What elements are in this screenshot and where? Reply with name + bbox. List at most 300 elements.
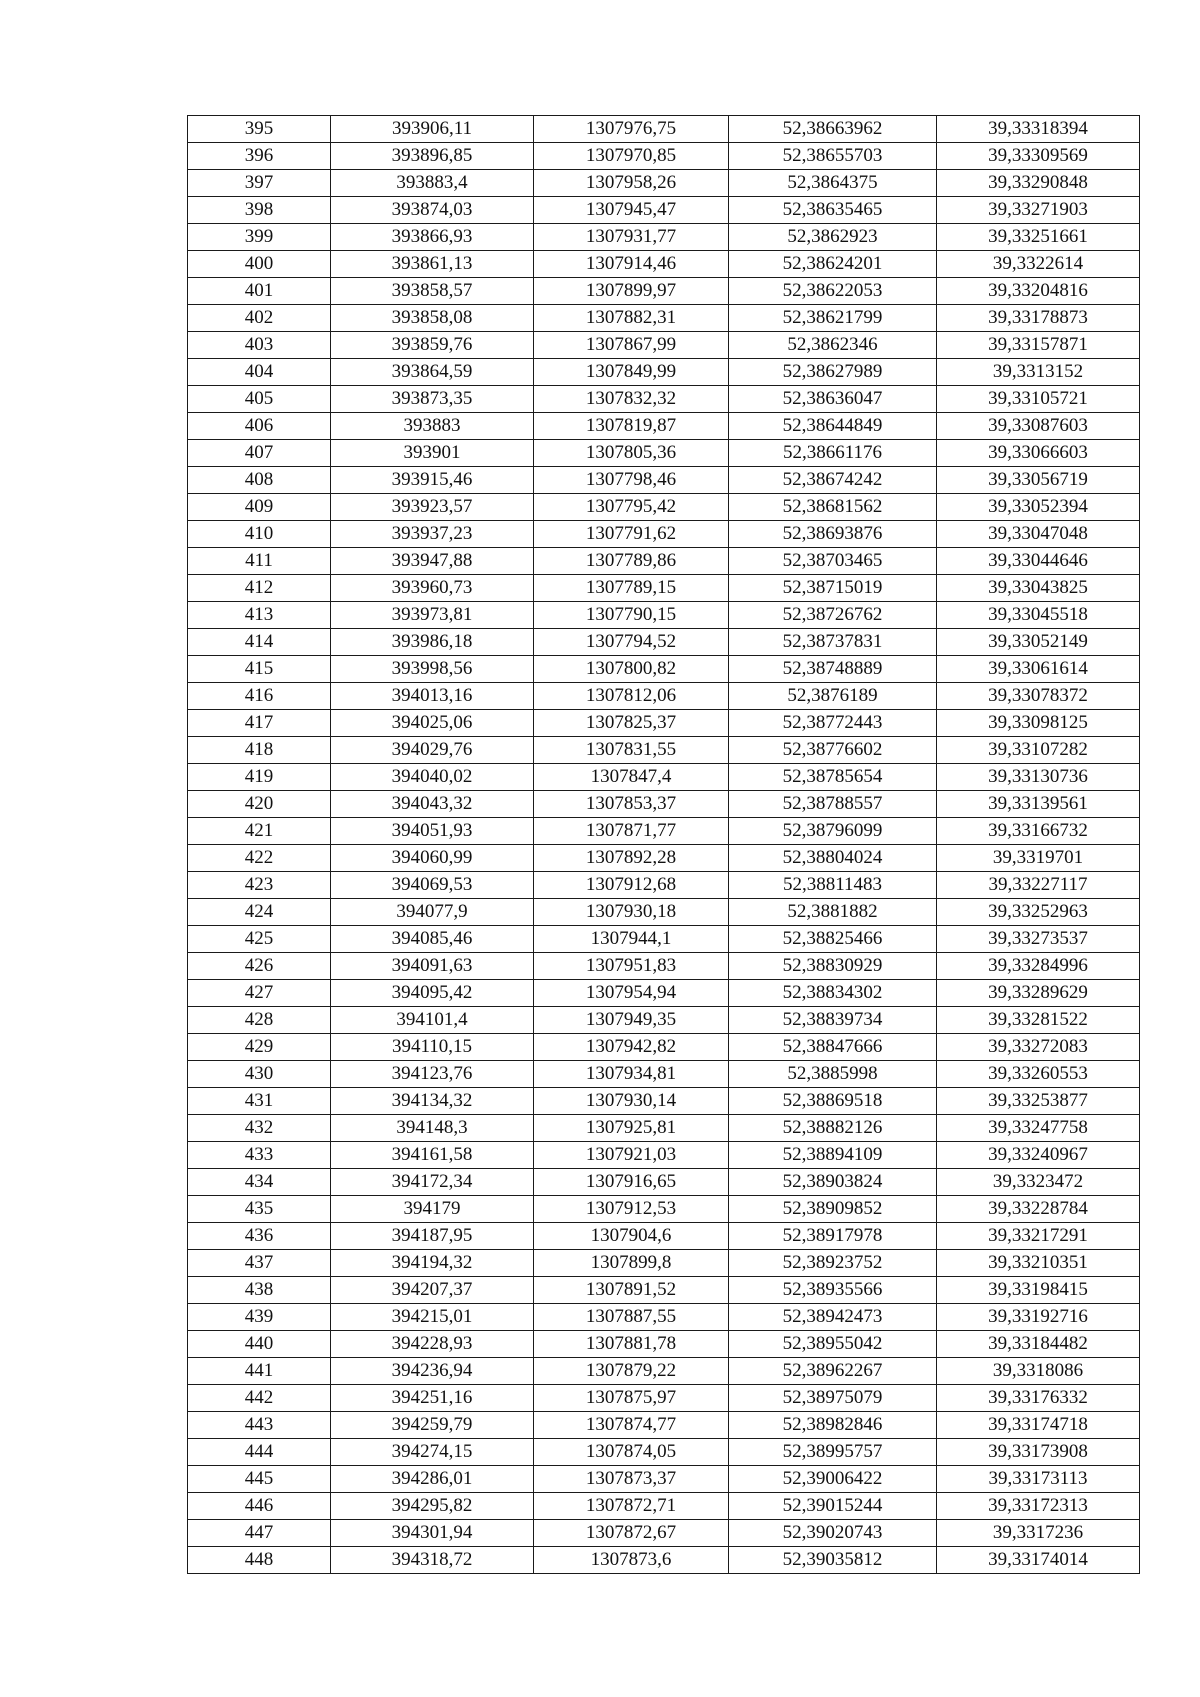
point-number-cell: 425 xyxy=(188,926,331,953)
latitude-cell: 52,39006422 xyxy=(729,1466,937,1493)
table-row xyxy=(188,818,1140,845)
point-number-cell: 397 xyxy=(188,170,331,197)
y-coordinate-cell: 1307914,46 xyxy=(534,251,729,278)
y-coordinate-cell: 1307951,83 xyxy=(534,953,729,980)
y-coordinate-cell: 1307872,67 xyxy=(534,1520,729,1547)
latitude-cell: 52,39035812 xyxy=(729,1547,937,1574)
longitude-cell: 39,33044646 xyxy=(937,548,1140,575)
longitude-cell: 39,33204816 xyxy=(937,278,1140,305)
table-row xyxy=(188,1358,1140,1385)
longitude-cell: 39,33318394 xyxy=(937,116,1140,143)
table-row xyxy=(188,1169,1140,1196)
x-coordinate-cell: 394029,76 xyxy=(331,737,534,764)
longitude-cell: 39,33281522 xyxy=(937,1007,1140,1034)
latitude-cell: 52,38726762 xyxy=(729,602,937,629)
x-coordinate-cell: 393923,57 xyxy=(331,494,534,521)
x-coordinate-cell: 393998,56 xyxy=(331,656,534,683)
x-coordinate-cell: 394060,99 xyxy=(331,845,534,872)
table-row xyxy=(188,1304,1140,1331)
x-coordinate-cell: 394069,53 xyxy=(331,872,534,899)
y-coordinate-cell: 1307825,37 xyxy=(534,710,729,737)
latitude-cell: 52,38847666 xyxy=(729,1034,937,1061)
longitude-cell: 39,33192716 xyxy=(937,1304,1140,1331)
table-row xyxy=(188,899,1140,926)
longitude-cell: 39,33078372 xyxy=(937,683,1140,710)
longitude-cell: 39,33047048 xyxy=(937,521,1140,548)
longitude-cell: 39,33166732 xyxy=(937,818,1140,845)
point-number-cell: 445 xyxy=(188,1466,331,1493)
x-coordinate-cell: 394187,95 xyxy=(331,1223,534,1250)
table-row xyxy=(188,305,1140,332)
latitude-cell: 52,38894109 xyxy=(729,1142,937,1169)
y-coordinate-cell: 1307930,18 xyxy=(534,899,729,926)
y-coordinate-cell: 1307871,77 xyxy=(534,818,729,845)
y-coordinate-cell: 1307958,26 xyxy=(534,170,729,197)
latitude-cell: 52,3881882 xyxy=(729,899,937,926)
point-number-cell: 420 xyxy=(188,791,331,818)
point-number-cell: 408 xyxy=(188,467,331,494)
table-row xyxy=(188,521,1140,548)
x-coordinate-cell: 394215,01 xyxy=(331,1304,534,1331)
table-row xyxy=(188,791,1140,818)
latitude-cell: 52,38839734 xyxy=(729,1007,937,1034)
y-coordinate-cell: 1307904,6 xyxy=(534,1223,729,1250)
latitude-cell: 52,38955042 xyxy=(729,1331,937,1358)
latitude-cell: 52,38923752 xyxy=(729,1250,937,1277)
x-coordinate-cell: 393960,73 xyxy=(331,575,534,602)
latitude-cell: 52,38909852 xyxy=(729,1196,937,1223)
y-coordinate-cell: 1307954,94 xyxy=(534,980,729,1007)
latitude-cell: 52,3876189 xyxy=(729,683,937,710)
y-coordinate-cell: 1307872,71 xyxy=(534,1493,729,1520)
x-coordinate-cell: 393937,23 xyxy=(331,521,534,548)
y-coordinate-cell: 1307887,55 xyxy=(534,1304,729,1331)
table-row xyxy=(188,1277,1140,1304)
latitude-cell: 52,38975079 xyxy=(729,1385,937,1412)
point-number-cell: 395 xyxy=(188,116,331,143)
point-number-cell: 398 xyxy=(188,197,331,224)
latitude-cell: 52,38804024 xyxy=(729,845,937,872)
y-coordinate-cell: 1307831,55 xyxy=(534,737,729,764)
y-coordinate-cell: 1307949,35 xyxy=(534,1007,729,1034)
x-coordinate-cell: 394161,58 xyxy=(331,1142,534,1169)
y-coordinate-cell: 1307892,28 xyxy=(534,845,729,872)
point-number-cell: 441 xyxy=(188,1358,331,1385)
latitude-cell: 52,38663962 xyxy=(729,116,937,143)
point-number-cell: 415 xyxy=(188,656,331,683)
longitude-cell: 39,3317236 xyxy=(937,1520,1140,1547)
table-row xyxy=(188,1142,1140,1169)
latitude-cell: 52,38737831 xyxy=(729,629,937,656)
table-row xyxy=(188,170,1140,197)
latitude-cell: 52,38834302 xyxy=(729,980,937,1007)
y-coordinate-cell: 1307930,14 xyxy=(534,1088,729,1115)
point-number-cell: 406 xyxy=(188,413,331,440)
point-number-cell: 439 xyxy=(188,1304,331,1331)
x-coordinate-cell: 394085,46 xyxy=(331,926,534,953)
y-coordinate-cell: 1307789,86 xyxy=(534,548,729,575)
latitude-cell: 52,38830929 xyxy=(729,953,937,980)
x-coordinate-cell: 394295,82 xyxy=(331,1493,534,1520)
x-coordinate-cell: 394301,94 xyxy=(331,1520,534,1547)
y-coordinate-cell: 1307873,6 xyxy=(534,1547,729,1574)
x-coordinate-cell: 393874,03 xyxy=(331,197,534,224)
longitude-cell: 39,33173908 xyxy=(937,1439,1140,1466)
point-number-cell: 427 xyxy=(188,980,331,1007)
point-number-cell: 421 xyxy=(188,818,331,845)
y-coordinate-cell: 1307849,99 xyxy=(534,359,729,386)
latitude-cell: 52,38624201 xyxy=(729,251,937,278)
x-coordinate-cell: 394179 xyxy=(331,1196,534,1223)
table-row xyxy=(188,1223,1140,1250)
table-row xyxy=(188,332,1140,359)
y-coordinate-cell: 1307921,03 xyxy=(534,1142,729,1169)
point-number-cell: 448 xyxy=(188,1547,331,1574)
table-row xyxy=(188,575,1140,602)
table-row xyxy=(188,116,1140,143)
latitude-cell: 52,38785654 xyxy=(729,764,937,791)
x-coordinate-cell: 394123,76 xyxy=(331,1061,534,1088)
y-coordinate-cell: 1307832,32 xyxy=(534,386,729,413)
y-coordinate-cell: 1307874,05 xyxy=(534,1439,729,1466)
longitude-cell: 39,3323472 xyxy=(937,1169,1140,1196)
longitude-cell: 39,33087603 xyxy=(937,413,1140,440)
point-number-cell: 426 xyxy=(188,953,331,980)
latitude-cell: 52,38811483 xyxy=(729,872,937,899)
latitude-cell: 52,38644849 xyxy=(729,413,937,440)
point-number-cell: 418 xyxy=(188,737,331,764)
table-row xyxy=(188,1007,1140,1034)
longitude-cell: 39,33105721 xyxy=(937,386,1140,413)
longitude-cell: 39,33157871 xyxy=(937,332,1140,359)
y-coordinate-cell: 1307912,53 xyxy=(534,1196,729,1223)
latitude-cell: 52,38776602 xyxy=(729,737,937,764)
longitude-cell: 39,33176332 xyxy=(937,1385,1140,1412)
latitude-cell: 52,39020743 xyxy=(729,1520,937,1547)
y-coordinate-cell: 1307790,15 xyxy=(534,602,729,629)
y-coordinate-cell: 1307819,87 xyxy=(534,413,729,440)
longitude-cell: 39,33198415 xyxy=(937,1277,1140,1304)
point-number-cell: 399 xyxy=(188,224,331,251)
x-coordinate-cell: 394172,34 xyxy=(331,1169,534,1196)
table-row xyxy=(188,953,1140,980)
longitude-cell: 39,33289629 xyxy=(937,980,1140,1007)
table-row xyxy=(188,656,1140,683)
point-number-cell: 442 xyxy=(188,1385,331,1412)
longitude-cell: 39,33260553 xyxy=(937,1061,1140,1088)
x-coordinate-cell: 394025,06 xyxy=(331,710,534,737)
x-coordinate-cell: 393901 xyxy=(331,440,534,467)
x-coordinate-cell: 393973,81 xyxy=(331,602,534,629)
latitude-cell: 52,38825466 xyxy=(729,926,937,953)
x-coordinate-cell: 393915,46 xyxy=(331,467,534,494)
point-number-cell: 432 xyxy=(188,1115,331,1142)
y-coordinate-cell: 1307976,75 xyxy=(534,116,729,143)
point-number-cell: 411 xyxy=(188,548,331,575)
y-coordinate-cell: 1307891,52 xyxy=(534,1277,729,1304)
y-coordinate-cell: 1307945,47 xyxy=(534,197,729,224)
table-row xyxy=(188,1196,1140,1223)
table-row xyxy=(188,1439,1140,1466)
latitude-cell: 52,38661176 xyxy=(729,440,937,467)
longitude-cell: 39,33252963 xyxy=(937,899,1140,926)
point-number-cell: 412 xyxy=(188,575,331,602)
point-number-cell: 410 xyxy=(188,521,331,548)
table-row xyxy=(188,737,1140,764)
x-coordinate-cell: 394274,15 xyxy=(331,1439,534,1466)
point-number-cell: 436 xyxy=(188,1223,331,1250)
point-number-cell: 409 xyxy=(188,494,331,521)
table-row xyxy=(188,1385,1140,1412)
latitude-cell: 52,38655703 xyxy=(729,143,937,170)
point-number-cell: 396 xyxy=(188,143,331,170)
point-number-cell: 414 xyxy=(188,629,331,656)
y-coordinate-cell: 1307899,97 xyxy=(534,278,729,305)
x-coordinate-cell: 393896,85 xyxy=(331,143,534,170)
table-row xyxy=(188,1088,1140,1115)
table-row xyxy=(188,845,1140,872)
point-number-cell: 435 xyxy=(188,1196,331,1223)
latitude-cell: 52,3864375 xyxy=(729,170,937,197)
y-coordinate-cell: 1307853,37 xyxy=(534,791,729,818)
longitude-cell: 39,33061614 xyxy=(937,656,1140,683)
x-coordinate-cell: 394101,4 xyxy=(331,1007,534,1034)
y-coordinate-cell: 1307873,37 xyxy=(534,1466,729,1493)
point-number-cell: 443 xyxy=(188,1412,331,1439)
latitude-cell: 52,38636047 xyxy=(729,386,937,413)
latitude-cell: 52,38635465 xyxy=(729,197,937,224)
table-row xyxy=(188,1547,1140,1574)
table-row xyxy=(188,1250,1140,1277)
latitude-cell: 52,38621799 xyxy=(729,305,937,332)
latitude-cell: 52,38703465 xyxy=(729,548,937,575)
y-coordinate-cell: 1307875,97 xyxy=(534,1385,729,1412)
point-number-cell: 434 xyxy=(188,1169,331,1196)
y-coordinate-cell: 1307800,82 xyxy=(534,656,729,683)
table-row xyxy=(188,602,1140,629)
x-coordinate-cell: 393864,59 xyxy=(331,359,534,386)
longitude-cell: 39,33184482 xyxy=(937,1331,1140,1358)
longitude-cell: 39,33052394 xyxy=(937,494,1140,521)
table-row xyxy=(188,278,1140,305)
x-coordinate-cell: 394091,63 xyxy=(331,953,534,980)
latitude-cell: 52,38982846 xyxy=(729,1412,937,1439)
table-row xyxy=(188,683,1140,710)
table-row xyxy=(188,1412,1140,1439)
point-number-cell: 430 xyxy=(188,1061,331,1088)
latitude-cell: 52,39015244 xyxy=(729,1493,937,1520)
longitude-cell: 39,33253877 xyxy=(937,1088,1140,1115)
latitude-cell: 52,38681562 xyxy=(729,494,937,521)
table-row xyxy=(188,764,1140,791)
x-coordinate-cell: 394134,32 xyxy=(331,1088,534,1115)
latitude-cell: 52,3862923 xyxy=(729,224,937,251)
y-coordinate-cell: 1307899,8 xyxy=(534,1250,729,1277)
longitude-cell: 39,33173113 xyxy=(937,1466,1140,1493)
latitude-cell: 52,38748889 xyxy=(729,656,937,683)
table-row xyxy=(188,359,1140,386)
table-row xyxy=(188,1331,1140,1358)
x-coordinate-cell: 393947,88 xyxy=(331,548,534,575)
longitude-cell: 39,33130736 xyxy=(937,764,1140,791)
x-coordinate-cell: 394228,93 xyxy=(331,1331,534,1358)
y-coordinate-cell: 1307931,77 xyxy=(534,224,729,251)
x-coordinate-cell: 394207,37 xyxy=(331,1277,534,1304)
longitude-cell: 39,33272083 xyxy=(937,1034,1140,1061)
x-coordinate-cell: 394286,01 xyxy=(331,1466,534,1493)
latitude-cell: 52,38693876 xyxy=(729,521,937,548)
point-number-cell: 446 xyxy=(188,1493,331,1520)
longitude-cell: 39,3319701 xyxy=(937,845,1140,872)
table-row xyxy=(188,1520,1140,1547)
longitude-cell: 39,33284996 xyxy=(937,953,1140,980)
point-number-cell: 422 xyxy=(188,845,331,872)
longitude-cell: 39,3318086 xyxy=(937,1358,1140,1385)
latitude-cell: 52,38622053 xyxy=(729,278,937,305)
longitude-cell: 39,33240967 xyxy=(937,1142,1140,1169)
longitude-cell: 39,33227117 xyxy=(937,872,1140,899)
longitude-cell: 39,33056719 xyxy=(937,467,1140,494)
longitude-cell: 39,33273537 xyxy=(937,926,1140,953)
longitude-cell: 39,33052149 xyxy=(937,629,1140,656)
longitude-cell: 39,33174718 xyxy=(937,1412,1140,1439)
longitude-cell: 39,33247758 xyxy=(937,1115,1140,1142)
point-number-cell: 440 xyxy=(188,1331,331,1358)
y-coordinate-cell: 1307812,06 xyxy=(534,683,729,710)
x-coordinate-cell: 394051,93 xyxy=(331,818,534,845)
longitude-cell: 39,33139561 xyxy=(937,791,1140,818)
point-number-cell: 407 xyxy=(188,440,331,467)
longitude-cell: 39,33178873 xyxy=(937,305,1140,332)
table-row xyxy=(188,926,1140,953)
table-row xyxy=(188,1034,1140,1061)
table-row xyxy=(188,872,1140,899)
table-row xyxy=(188,143,1140,170)
point-number-cell: 403 xyxy=(188,332,331,359)
x-coordinate-cell: 393873,35 xyxy=(331,386,534,413)
x-coordinate-cell: 393883 xyxy=(331,413,534,440)
latitude-cell: 52,38935566 xyxy=(729,1277,937,1304)
latitude-cell: 52,38942473 xyxy=(729,1304,937,1331)
x-coordinate-cell: 394236,94 xyxy=(331,1358,534,1385)
table-row xyxy=(188,386,1140,413)
latitude-cell: 52,38627989 xyxy=(729,359,937,386)
table-row xyxy=(188,251,1140,278)
longitude-cell: 39,33271903 xyxy=(937,197,1140,224)
y-coordinate-cell: 1307794,52 xyxy=(534,629,729,656)
point-number-cell: 405 xyxy=(188,386,331,413)
longitude-cell: 39,33172313 xyxy=(937,1493,1140,1520)
longitude-cell: 39,33045518 xyxy=(937,602,1140,629)
table-row xyxy=(188,1115,1140,1142)
x-coordinate-cell: 394251,16 xyxy=(331,1385,534,1412)
point-number-cell: 401 xyxy=(188,278,331,305)
point-number-cell: 437 xyxy=(188,1250,331,1277)
table-row xyxy=(188,440,1140,467)
y-coordinate-cell: 1307925,81 xyxy=(534,1115,729,1142)
x-coordinate-cell: 393859,76 xyxy=(331,332,534,359)
longitude-cell: 39,33217291 xyxy=(937,1223,1140,1250)
latitude-cell: 52,38772443 xyxy=(729,710,937,737)
y-coordinate-cell: 1307791,62 xyxy=(534,521,729,548)
table-row xyxy=(188,494,1140,521)
longitude-cell: 39,33228784 xyxy=(937,1196,1140,1223)
x-coordinate-cell: 394013,16 xyxy=(331,683,534,710)
point-number-cell: 433 xyxy=(188,1142,331,1169)
x-coordinate-cell: 394318,72 xyxy=(331,1547,534,1574)
y-coordinate-cell: 1307789,15 xyxy=(534,575,729,602)
latitude-cell: 52,3885998 xyxy=(729,1061,937,1088)
point-number-cell: 402 xyxy=(188,305,331,332)
point-number-cell: 424 xyxy=(188,899,331,926)
table-row xyxy=(188,710,1140,737)
table-row xyxy=(188,980,1140,1007)
y-coordinate-cell: 1307874,77 xyxy=(534,1412,729,1439)
y-coordinate-cell: 1307916,65 xyxy=(534,1169,729,1196)
x-coordinate-cell: 393858,08 xyxy=(331,305,534,332)
y-coordinate-cell: 1307805,36 xyxy=(534,440,729,467)
longitude-cell: 39,33107282 xyxy=(937,737,1140,764)
point-number-cell: 413 xyxy=(188,602,331,629)
x-coordinate-cell: 393986,18 xyxy=(331,629,534,656)
point-number-cell: 444 xyxy=(188,1439,331,1466)
longitude-cell: 39,33043825 xyxy=(937,575,1140,602)
y-coordinate-cell: 1307970,85 xyxy=(534,143,729,170)
x-coordinate-cell: 394040,02 xyxy=(331,764,534,791)
x-coordinate-cell: 393883,4 xyxy=(331,170,534,197)
table-row xyxy=(188,548,1140,575)
x-coordinate-cell: 393906,11 xyxy=(331,116,534,143)
table-row xyxy=(188,224,1140,251)
point-number-cell: 447 xyxy=(188,1520,331,1547)
x-coordinate-cell: 394095,42 xyxy=(331,980,534,1007)
y-coordinate-cell: 1307944,1 xyxy=(534,926,729,953)
x-coordinate-cell: 394043,32 xyxy=(331,791,534,818)
latitude-cell: 52,38903824 xyxy=(729,1169,937,1196)
table-row xyxy=(188,1493,1140,1520)
y-coordinate-cell: 1307879,22 xyxy=(534,1358,729,1385)
longitude-cell: 39,3313152 xyxy=(937,359,1140,386)
x-coordinate-cell: 394077,9 xyxy=(331,899,534,926)
y-coordinate-cell: 1307934,81 xyxy=(534,1061,729,1088)
latitude-cell: 52,38995757 xyxy=(729,1439,937,1466)
x-coordinate-cell: 393866,93 xyxy=(331,224,534,251)
y-coordinate-cell: 1307798,46 xyxy=(534,467,729,494)
point-number-cell: 417 xyxy=(188,710,331,737)
point-number-cell: 429 xyxy=(188,1034,331,1061)
latitude-cell: 52,38869518 xyxy=(729,1088,937,1115)
longitude-cell: 39,33309569 xyxy=(937,143,1140,170)
coordinates-table xyxy=(187,115,1140,1574)
x-coordinate-cell: 394259,79 xyxy=(331,1412,534,1439)
longitude-cell: 39,33251661 xyxy=(937,224,1140,251)
longitude-cell: 39,33210351 xyxy=(937,1250,1140,1277)
table-row xyxy=(188,197,1140,224)
point-number-cell: 428 xyxy=(188,1007,331,1034)
point-number-cell: 400 xyxy=(188,251,331,278)
x-coordinate-cell: 394194,32 xyxy=(331,1250,534,1277)
x-coordinate-cell: 393861,13 xyxy=(331,251,534,278)
latitude-cell: 52,38882126 xyxy=(729,1115,937,1142)
y-coordinate-cell: 1307867,99 xyxy=(534,332,729,359)
x-coordinate-cell: 394148,3 xyxy=(331,1115,534,1142)
y-coordinate-cell: 1307847,4 xyxy=(534,764,729,791)
y-coordinate-cell: 1307881,78 xyxy=(534,1331,729,1358)
table-row xyxy=(188,629,1140,656)
longitude-cell: 39,33066603 xyxy=(937,440,1140,467)
coordinates-table-body xyxy=(188,116,1140,1574)
longitude-cell: 39,33098125 xyxy=(937,710,1140,737)
